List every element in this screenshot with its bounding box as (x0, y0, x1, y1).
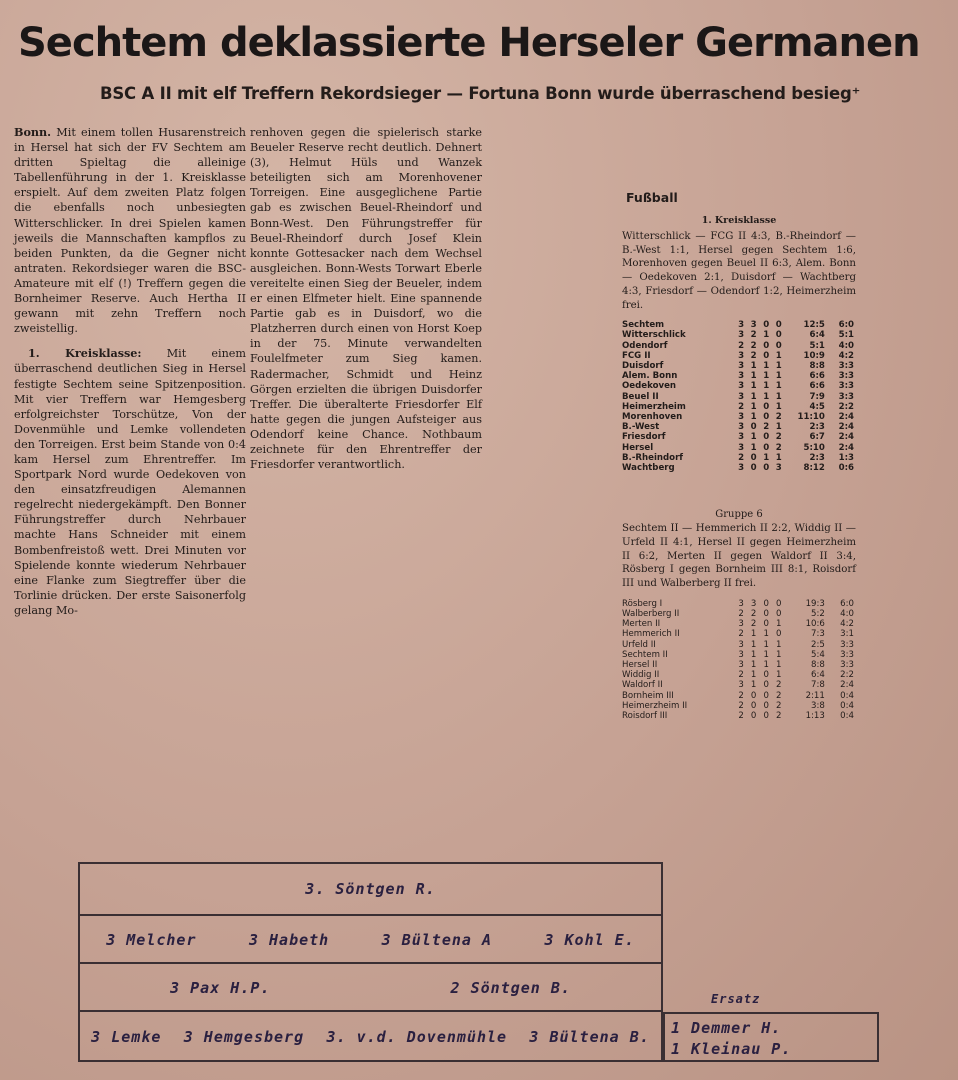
article-paragraph (14, 346, 246, 618)
standings-value: 0 (750, 711, 757, 722)
standings-value: 3 (775, 463, 782, 474)
team-name: Friesdorf (622, 432, 666, 443)
standings-value: 0 (763, 401, 770, 412)
substitute-player: 1 Kleinau P. (671, 1040, 792, 1058)
team-name: Hemmerich II (622, 629, 680, 640)
standings-value: 1 (750, 371, 757, 382)
standings-value: 11:10 (797, 412, 825, 423)
team-name: Wachtberg (622, 463, 675, 474)
standings-row (622, 463, 854, 473)
standings-value: 0:4 (840, 690, 854, 701)
standings-value: 0 (750, 452, 757, 463)
standings-value: 3 (738, 619, 744, 630)
standings-value: 3 (750, 598, 757, 609)
standings-value: 3:3 (840, 639, 854, 650)
standings-value: 19:3 (805, 598, 825, 609)
standings-value: 0 (763, 598, 769, 609)
standings-value: 3 (738, 639, 744, 650)
standings-value: 3:3 (840, 649, 854, 660)
standings-value: 0 (750, 422, 757, 433)
standings-value: 7:3 (811, 629, 825, 640)
standings-value: 2 (775, 680, 782, 691)
standings-value: 1 (750, 680, 757, 691)
standings-value: 1 (763, 361, 770, 372)
lineup-player: 3 Habeth (248, 931, 330, 949)
standings-value: 5:1 (838, 330, 854, 341)
team-name: B.-West (622, 422, 660, 433)
lineup-row (80, 1010, 661, 1062)
team-name: Duisdorf (622, 361, 664, 372)
standings-value: 4:0 (840, 608, 854, 619)
league-results: Witterschlick — FCG II 4:3, B.-Rheindorf — B.-West 1:1, Hersel gegen Sechtem 1:6, Morenhoven gegen Beuel II 6:3, Alem. Bonn — Oedekoven 2:1, Duisdorf — Wachtberg 4:3, Friesdorf — Odendorf 1:2, Heimerzheim frei. (622, 231, 856, 311)
standings-value: 2 (775, 690, 782, 701)
standings-value: 2:11 (805, 690, 825, 701)
standings-value: 3 (738, 442, 745, 453)
standings-value: 0 (763, 700, 769, 711)
standings-value: 2 (738, 670, 744, 681)
standings-value: 3:3 (838, 391, 854, 402)
team-name: Oedekoven (622, 381, 677, 392)
article-text: renhoven gegen die spielerisch starke Beueler Reserve recht deutlich. Dehnert (3), Helmut Hüls und Wanzek beteiligten sich am Morenhovener Torreigen. Eine ausgeglichene Partie gab es zwischen Beuel-Rheindorf und Bonn-West. Den Führungstreffer für Beuel-Rheindorf durch Josef Klein konnte Gottesacker nach dem Wechsel ausgleichen. Bonn-Wests Torwart Eberle vereitelte einen Sieg der Beueler, indem er einen Elfmeter hielt. Eine spannende Partie gab es in Duisdorf, wo die Platzherren durch einen von Horst Koep in der 75. Minute verwandelten Foulelfmeter zum Sieg kamen. Radermacher, Schmidt und Heinz Görgen erzielten die übrigen Duisdorfer Treffer. Die überalterte Friesdorfer Elf hatte gegen die jungen Aufsteiger aus Odendorf keine Chance. Nothbaum zeichnete für den Ehrentreffer der Friesdorfer verantwortlich. (250, 126, 482, 472)
standings-value: 6:0 (838, 320, 854, 331)
standings-value: 2 (738, 700, 744, 711)
standings-value: 0 (775, 598, 782, 609)
team-name: FCG II (622, 350, 651, 361)
substitutes-label: Ersatz (711, 992, 761, 1006)
team-name: Beuel II (622, 391, 659, 402)
standings-value: 6:4 (811, 670, 825, 681)
standings-value: 0 (763, 412, 770, 423)
standings-value: 3 (738, 432, 745, 443)
standings-value: 2 (738, 340, 745, 351)
team-name: Morenhoven (622, 412, 683, 423)
standings-value: 7:8 (811, 680, 825, 691)
standings-value: 2:3 (809, 452, 825, 463)
standings-value: 1 (775, 350, 782, 361)
lineup-player: 2 Söntgen B. (450, 979, 571, 997)
standings-value: 3 (738, 598, 744, 609)
standings-value: 1 (750, 391, 757, 402)
standings-row (622, 599, 854, 609)
standings-value: 3:3 (838, 371, 854, 382)
team-name: Waldorf II (622, 680, 663, 691)
standings-value: 2:2 (838, 401, 854, 412)
headline: Sechtem deklassierte Herseler Germanen (18, 20, 920, 66)
standings-value: 1 (750, 442, 757, 453)
section-title: Fußball (626, 190, 678, 205)
standings-value: 3 (738, 412, 745, 423)
standings-value: 2:5 (811, 639, 825, 650)
standings-value: 3 (738, 320, 745, 331)
standings-value: 2 (775, 412, 782, 423)
standings-row (622, 453, 854, 463)
standings-row (622, 392, 854, 402)
standings-value: 0 (775, 320, 782, 331)
standings-row (622, 422, 854, 432)
standings-value: 1 (750, 629, 757, 640)
standings-value: 0:4 (840, 700, 854, 711)
standings-value: 6:6 (809, 371, 825, 382)
football-results-section (622, 190, 856, 721)
standings-value: 8:8 (809, 361, 825, 372)
standings-value: 2 (775, 432, 782, 443)
standings-value: 1:3 (838, 452, 854, 463)
standings-value: 1 (775, 422, 782, 433)
standings-value: 1 (763, 639, 769, 650)
standings-value: 2 (750, 608, 757, 619)
standings-value: 2 (738, 452, 745, 463)
group-results: Sechtem II — Hemmerich II 2:2, Widdig II — Urfeld II 4:1, Hersel II gegen Heimerzheim II 6:2, Merten II gegen Waldorf II 3:4, Rösberg I gegen Bornheim III 8:1, Roisdorf III und Walberberg II frei. (622, 523, 856, 590)
team-name: Alem. Bonn (622, 371, 678, 382)
standings-row (622, 680, 854, 690)
article-text: Mit einem überraschend deutlichen Sieg in Hersel festigte Sechtem seine Spitzenposition. Mit vier Treffern war Hemgesberg erfolgreichster Torschütze, Von der Dovenmühle und Lemke vollendeten den Torreigen. Erst beim Stande von 0:4 kam Hersel zum Ehrentreffer. Im Sportpark Nord wurde Oedekoven von den einsatzfreudigen Alemannen regelrecht niedergekämpft. Den Bonner Führungstreffer durch Nehrbauer machte Hans Schneider mit einem Bombenfreistoß wett. Drei Minuten vor Spielende konnte wiederum Nehrbauer eine Flanke zum Siegtreffer über die Torlinie drücken. Der erste Saisonerfolg gelang Mo- (14, 347, 247, 617)
lineup-player: 3 Bültena A (381, 931, 492, 949)
team-name: Sechtem (622, 320, 665, 331)
substitutes-box (663, 1012, 879, 1062)
standings-row (622, 701, 854, 711)
lineup-row (80, 864, 661, 914)
standings-value: 1 (763, 330, 770, 341)
standings-value: 1 (775, 660, 782, 670)
standings-value: 1 (775, 639, 782, 650)
standings-row (622, 432, 854, 442)
standings-value: 1 (775, 649, 782, 660)
standings-value: 2 (738, 401, 745, 412)
standings-value: 4:2 (840, 619, 854, 630)
standings-value: 0 (763, 711, 769, 722)
subheadline: BSC A II mit elf Treffern Rekordsieger — Fortuna Bonn wurde überraschend besieg⁺ (100, 84, 861, 103)
standings-value: 0 (763, 680, 769, 691)
standings-value: 6:0 (840, 598, 854, 609)
standings-value: 2:4 (838, 432, 854, 443)
standings-value: 1 (750, 361, 757, 372)
standings-row (622, 711, 854, 721)
team-name: B.-Rheindorf (622, 452, 684, 463)
lineup-row (80, 962, 661, 1012)
standings-value: 1 (775, 670, 782, 681)
standings-value: 3 (738, 463, 745, 474)
standings-value: 6:6 (809, 381, 825, 392)
standings-value: 1 (750, 401, 757, 412)
standings-value: 0 (775, 608, 782, 619)
standings-value: 8:12 (803, 463, 825, 474)
standings-value: 2 (763, 422, 770, 433)
standings-value: 1 (775, 381, 782, 392)
standings-value: 0 (763, 432, 770, 443)
standings-value: 2:4 (840, 680, 854, 691)
team-name: Heimerzheim (622, 401, 686, 412)
standings-value: 3:8 (811, 700, 825, 711)
standings-value: 1 (775, 452, 782, 463)
team-name: Odendorf (622, 340, 668, 351)
standings-value: 2 (738, 711, 744, 722)
standings-row (622, 361, 854, 371)
standings-value: 2:2 (840, 670, 854, 681)
standings-value: 10:9 (803, 350, 825, 361)
standings-value: 3 (738, 422, 745, 433)
standings-value: 0 (775, 330, 782, 341)
standings-value: 3:3 (838, 381, 854, 392)
lineup-player: 3. Söntgen R. (305, 880, 436, 898)
standings-value: 3 (738, 361, 745, 372)
standings-value: 0:4 (840, 711, 854, 722)
standings-value: 0 (763, 350, 770, 361)
lineup-player: 3. v.d. Dovenmühle (326, 1028, 508, 1046)
standings-row (622, 650, 854, 660)
team-name: Heimerzheim II (622, 700, 688, 711)
standings-value: 2 (738, 629, 744, 640)
standings-value: 2 (750, 340, 757, 351)
standings-value: 1 (775, 361, 782, 372)
standings-value: 0 (750, 463, 757, 474)
standings-value: 1 (775, 401, 782, 412)
standings-row (622, 402, 854, 412)
group-standings-table (622, 599, 854, 721)
standings-row (622, 443, 854, 453)
standings-value: 1 (750, 432, 757, 443)
standings-row (622, 412, 854, 422)
team-name: Roisdorf III (622, 711, 668, 722)
standings-value: 1:13 (805, 711, 825, 722)
standings-value: 0 (763, 442, 770, 453)
standings-row (622, 330, 854, 340)
standings-value: 1 (763, 391, 770, 402)
standings-value: 12:5 (803, 320, 825, 331)
standings-value: 3 (738, 391, 745, 402)
standings-value: 5:2 (811, 608, 825, 619)
standings-value: 6:4 (809, 330, 825, 341)
team-name: Walberberg II (622, 608, 680, 619)
standings-value: 2 (738, 608, 744, 619)
standings-value: 10:6 (805, 619, 825, 630)
substitutes-list (671, 1018, 791, 1060)
lineup-player: 3 Lemke (91, 1028, 162, 1046)
team-name: Urfeld II (622, 639, 656, 650)
standings-value: 0:6 (838, 463, 854, 474)
standings-value: 2:3 (809, 422, 825, 433)
substitute-player: 1 Demmer H. (671, 1019, 782, 1037)
standings-value: 2 (738, 690, 744, 701)
standings-value: 1 (763, 452, 770, 463)
lineup-player: 3 Pax H.P. (170, 979, 271, 997)
lineup-row (80, 914, 661, 964)
lineup-player: 3 Melcher (106, 931, 197, 949)
standings-value: 0 (763, 320, 770, 331)
team-name: Merten II (622, 619, 661, 630)
standings-value: 3 (738, 330, 745, 341)
standings-value: 3 (738, 350, 745, 361)
article-paragraph (14, 125, 246, 336)
article-text: Mit einem tollen Husarenstreich in Hersel hat sich der FV Sechtem am dritten Spieltag die alleinige Tabellenführung in der 1. Kreisklasse erspielt. Auf dem zweiten Platz folgen die ebenfalls noch unbesiegten Witterschlicker. In drei Spielen kamen jeweils die Mannschaften kampflos zu beiden Punkten, da die Gegner nicht antraten. Rekordsieger waren die BSC-Amateure mit elf (!) Treffern gegen die Bornheimer Reserve. Auch Hertha II gewann mit zehn Treffern noch zweistellig. (14, 126, 246, 336)
standings-value: 0 (775, 340, 782, 351)
standings-value: 3:3 (840, 660, 854, 670)
standings-value: 3 (738, 649, 744, 660)
standings-value: 1 (750, 412, 757, 423)
group-title: Gruppe 6 (715, 509, 763, 521)
standings-row (622, 660, 854, 670)
standings-value: 5:4 (811, 649, 825, 660)
standings-value: 3 (750, 320, 757, 331)
standings-value: 5:10 (803, 442, 825, 453)
standings-row (622, 351, 854, 361)
standings-value: 1 (763, 649, 769, 660)
standings-row (622, 619, 854, 629)
standings-value: 1 (775, 391, 782, 402)
standings-value: 8:8 (811, 660, 825, 670)
team-name: Hersel (622, 442, 654, 453)
lineup-player: 3 Hemgesberg (183, 1028, 305, 1046)
standings-value: 4:0 (838, 340, 854, 351)
standings-value: 4:2 (838, 350, 854, 361)
team-name: Bornheim III (622, 690, 674, 701)
article-column-2 (250, 125, 482, 482)
standings-value: 2 (775, 711, 782, 722)
handwritten-lineup-grid (78, 862, 663, 1062)
standings-value: 2 (750, 350, 757, 361)
standings-value: 1 (750, 670, 757, 681)
standings-row (622, 381, 854, 391)
team-name: Sechtem II (622, 649, 668, 660)
standings-value: 1 (763, 371, 770, 382)
lineup-player: 3 Bültena B. (529, 1028, 650, 1046)
standings-value: 2:4 (838, 442, 854, 453)
standings-row (622, 609, 854, 619)
standings-row (622, 341, 854, 351)
team-name: Widdig II (622, 670, 660, 681)
standings-value: 1 (750, 381, 757, 392)
standings-value: 7:9 (809, 391, 825, 402)
standings-value: 1 (763, 629, 769, 640)
standings-value: 2 (775, 700, 782, 711)
standings-value: 1 (775, 371, 782, 382)
team-name: Hersel II (622, 660, 658, 670)
standings-value: 0 (763, 463, 770, 474)
standings-row (622, 691, 854, 701)
team-name: Rösberg I (622, 598, 663, 609)
standings-value: 2 (750, 619, 757, 630)
standings-row (622, 640, 854, 650)
league-title: 1. Kreisklasse (701, 215, 777, 226)
standings-value: 0 (750, 700, 757, 711)
dateline: Bonn. (14, 125, 52, 139)
standings-value: 2 (750, 330, 757, 341)
standings-value: 6:7 (809, 432, 825, 443)
standings-value: 3:1 (840, 629, 854, 640)
article-column-1 (14, 125, 246, 628)
standings-value: 1 (750, 660, 757, 670)
section-label: 1. Kreisklasse: (28, 346, 142, 361)
lineup-player: 3 Kohl E. (544, 931, 635, 949)
standings-row (622, 371, 854, 381)
standings-value: 3 (738, 660, 744, 670)
standings-value: 0 (750, 690, 757, 701)
standings-value: 2:4 (838, 412, 854, 423)
standings-value: 3 (738, 371, 745, 382)
standings-row (622, 629, 854, 639)
standings-row (622, 320, 854, 330)
standings-value: 0 (763, 690, 769, 701)
standings-value: 1 (775, 619, 782, 630)
standings-value: 4:5 (809, 401, 825, 412)
standings-value: 1 (763, 660, 769, 670)
article-paragraph (250, 125, 482, 472)
standings-value: 1 (750, 639, 757, 650)
league-standings-table (622, 320, 854, 473)
standings-value: 0 (763, 619, 769, 630)
standings-value: 0 (763, 608, 769, 619)
team-name: Witterschlick (622, 330, 686, 341)
standings-value: 2:4 (838, 422, 854, 433)
standings-value: 0 (763, 670, 769, 681)
standings-value: 3:3 (838, 361, 854, 372)
standings-value: 0 (763, 340, 770, 351)
standings-value: 3 (738, 381, 745, 392)
standings-value: 0 (775, 629, 782, 640)
standings-value: 2 (775, 442, 782, 453)
standings-value: 3 (738, 680, 744, 691)
standings-row (622, 670, 854, 680)
standings-value: 1 (763, 381, 770, 392)
standings-value: 5:1 (809, 340, 825, 351)
standings-value: 1 (750, 649, 757, 660)
